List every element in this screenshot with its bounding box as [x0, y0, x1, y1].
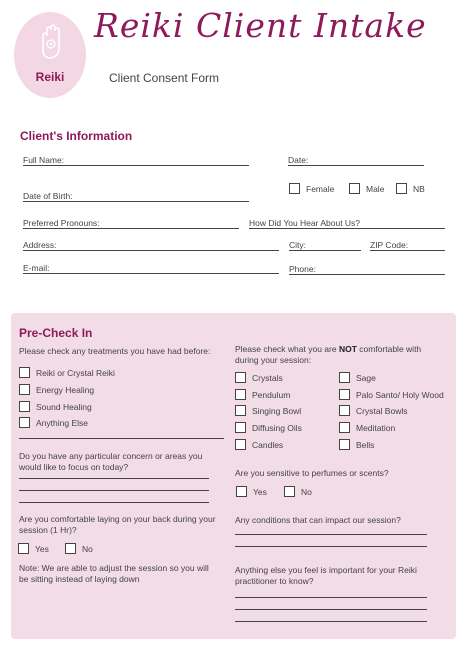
anything-else-field-1[interactable]	[235, 597, 427, 598]
female-checkbox[interactable]	[289, 183, 300, 194]
address-label: Address:	[23, 240, 57, 250]
nb-label: NB	[413, 184, 425, 194]
client-info-heading: Client's Information	[20, 129, 133, 143]
concern-field-1[interactable]	[19, 478, 209, 479]
hear-about-field[interactable]	[249, 228, 445, 229]
conditions-field-1[interactable]	[235, 534, 427, 535]
city-field[interactable]	[289, 250, 361, 251]
perfumes-question: Are you sensitive to perfumes or scents?	[235, 468, 389, 478]
anything-else-field-3[interactable]	[235, 621, 427, 622]
avoid-label: Candles	[252, 440, 284, 450]
avoid-label: Palo Santo/ Holy Wood	[356, 390, 444, 400]
treatment-other-field[interactable]	[19, 438, 224, 439]
avoid-label: Bells	[356, 440, 375, 450]
treatment-label: Energy Healing	[36, 385, 95, 395]
laying-question: Are you comfortable laying on your back during your session (1 Hr)?	[19, 514, 216, 535]
anything-else-question: Anything else you feel is important for your Reiki practitioner to know?	[235, 565, 417, 586]
laying-no-label: No	[82, 544, 93, 554]
date-field[interactable]	[288, 165, 424, 166]
dob-field[interactable]	[23, 201, 249, 202]
avoid-label: Diffusing Oils	[252, 423, 302, 433]
male-label: Male	[366, 184, 385, 194]
laying-yes-label: Yes	[35, 544, 49, 554]
conditions-question: Any conditions that can impact our session?	[235, 515, 401, 525]
avoid-checkbox-candles[interactable]	[235, 439, 246, 450]
phone-field[interactable]	[289, 274, 445, 275]
avoid-label: Pendulum	[252, 390, 291, 400]
avoid-checkbox-oils[interactable]	[235, 422, 246, 433]
treatment-label: Reiki or Crystal Reiki	[36, 368, 115, 378]
address-field[interactable]	[23, 250, 279, 251]
hear-about-label: How Did You Hear About Us?	[249, 218, 361, 228]
treatment-label: Anything Else	[36, 418, 88, 428]
avoid-label: Crystals	[252, 373, 283, 383]
avoid-checkbox-sage[interactable]	[339, 372, 350, 383]
anything-else-field-2[interactable]	[235, 609, 427, 610]
avoid-checkbox-singing-bowl[interactable]	[235, 405, 246, 416]
dob-label: Date of Birth:	[23, 191, 73, 201]
full-name-label: Full Name:	[23, 155, 65, 165]
male-checkbox[interactable]	[349, 183, 360, 194]
avoid-label: Singing Bowl	[252, 406, 302, 416]
page-subtitle: Client Consent Form	[109, 71, 220, 85]
nb-checkbox[interactable]	[396, 183, 407, 194]
laying-yes-checkbox[interactable]	[18, 543, 29, 554]
avoid-checkbox-pendulum[interactable]	[235, 389, 246, 400]
zip-field[interactable]	[370, 250, 445, 251]
avoid-checkbox-bells[interactable]	[339, 439, 350, 450]
avoid-checkbox-palo-santo[interactable]	[339, 389, 350, 400]
female-label: Female	[306, 184, 335, 194]
concern-question: Do you have any particular concern or areas you would like to focus on today?	[19, 451, 203, 472]
avoid-checkbox-crystal-bowls[interactable]	[339, 405, 350, 416]
pronouns-field[interactable]	[23, 228, 239, 229]
treatment-label: Sound Healing	[36, 402, 92, 412]
zip-label: ZIP Code:	[370, 240, 409, 250]
avoid-label: Meditation	[356, 423, 396, 433]
session-note: Note: We are able to adjust the session so you will be sitting instead of laying down	[19, 563, 209, 584]
logo-text: Reiki	[35, 70, 65, 84]
pronouns-label: Preferred Pronouns:	[23, 218, 100, 228]
avoid-checkbox-crystals[interactable]	[235, 372, 246, 383]
avoid-label: Sage	[356, 373, 376, 383]
laying-no-checkbox[interactable]	[65, 543, 76, 554]
perfumes-no-checkbox[interactable]	[284, 486, 295, 497]
email-field[interactable]	[23, 273, 279, 274]
city-label: City:	[289, 240, 306, 250]
concern-field-2[interactable]	[19, 490, 209, 491]
treatment-checkbox-reiki[interactable]	[19, 367, 30, 378]
perfumes-yes-checkbox[interactable]	[236, 486, 247, 497]
perfumes-no-label: No	[301, 487, 312, 497]
avoid-checkbox-meditation[interactable]	[339, 422, 350, 433]
precheck-heading: Pre-Check In	[19, 326, 93, 340]
phone-label: Phone:	[289, 264, 316, 274]
hand-icon	[34, 22, 66, 62]
treatment-checkbox-else[interactable]	[19, 417, 30, 428]
conditions-field-2[interactable]	[235, 546, 427, 547]
full-name-field[interactable]	[23, 165, 249, 166]
perfumes-yes-label: Yes	[253, 487, 267, 497]
treatment-checkbox-energy[interactable]	[19, 384, 30, 395]
email-label: E-mail:	[23, 263, 50, 273]
treatment-checkbox-sound[interactable]	[19, 401, 30, 412]
page-title: Reiki Client Intake	[94, 6, 427, 45]
date-label: Date:	[288, 155, 309, 165]
logo	[14, 12, 86, 98]
not-comfortable-question: Please check what you are NOT comfortable with during your session:	[235, 344, 422, 365]
concern-field-3[interactable]	[19, 502, 209, 503]
avoid-label: Crystal Bowls	[356, 406, 408, 416]
treatments-question: Please check any treatments you have had before:	[19, 346, 211, 356]
